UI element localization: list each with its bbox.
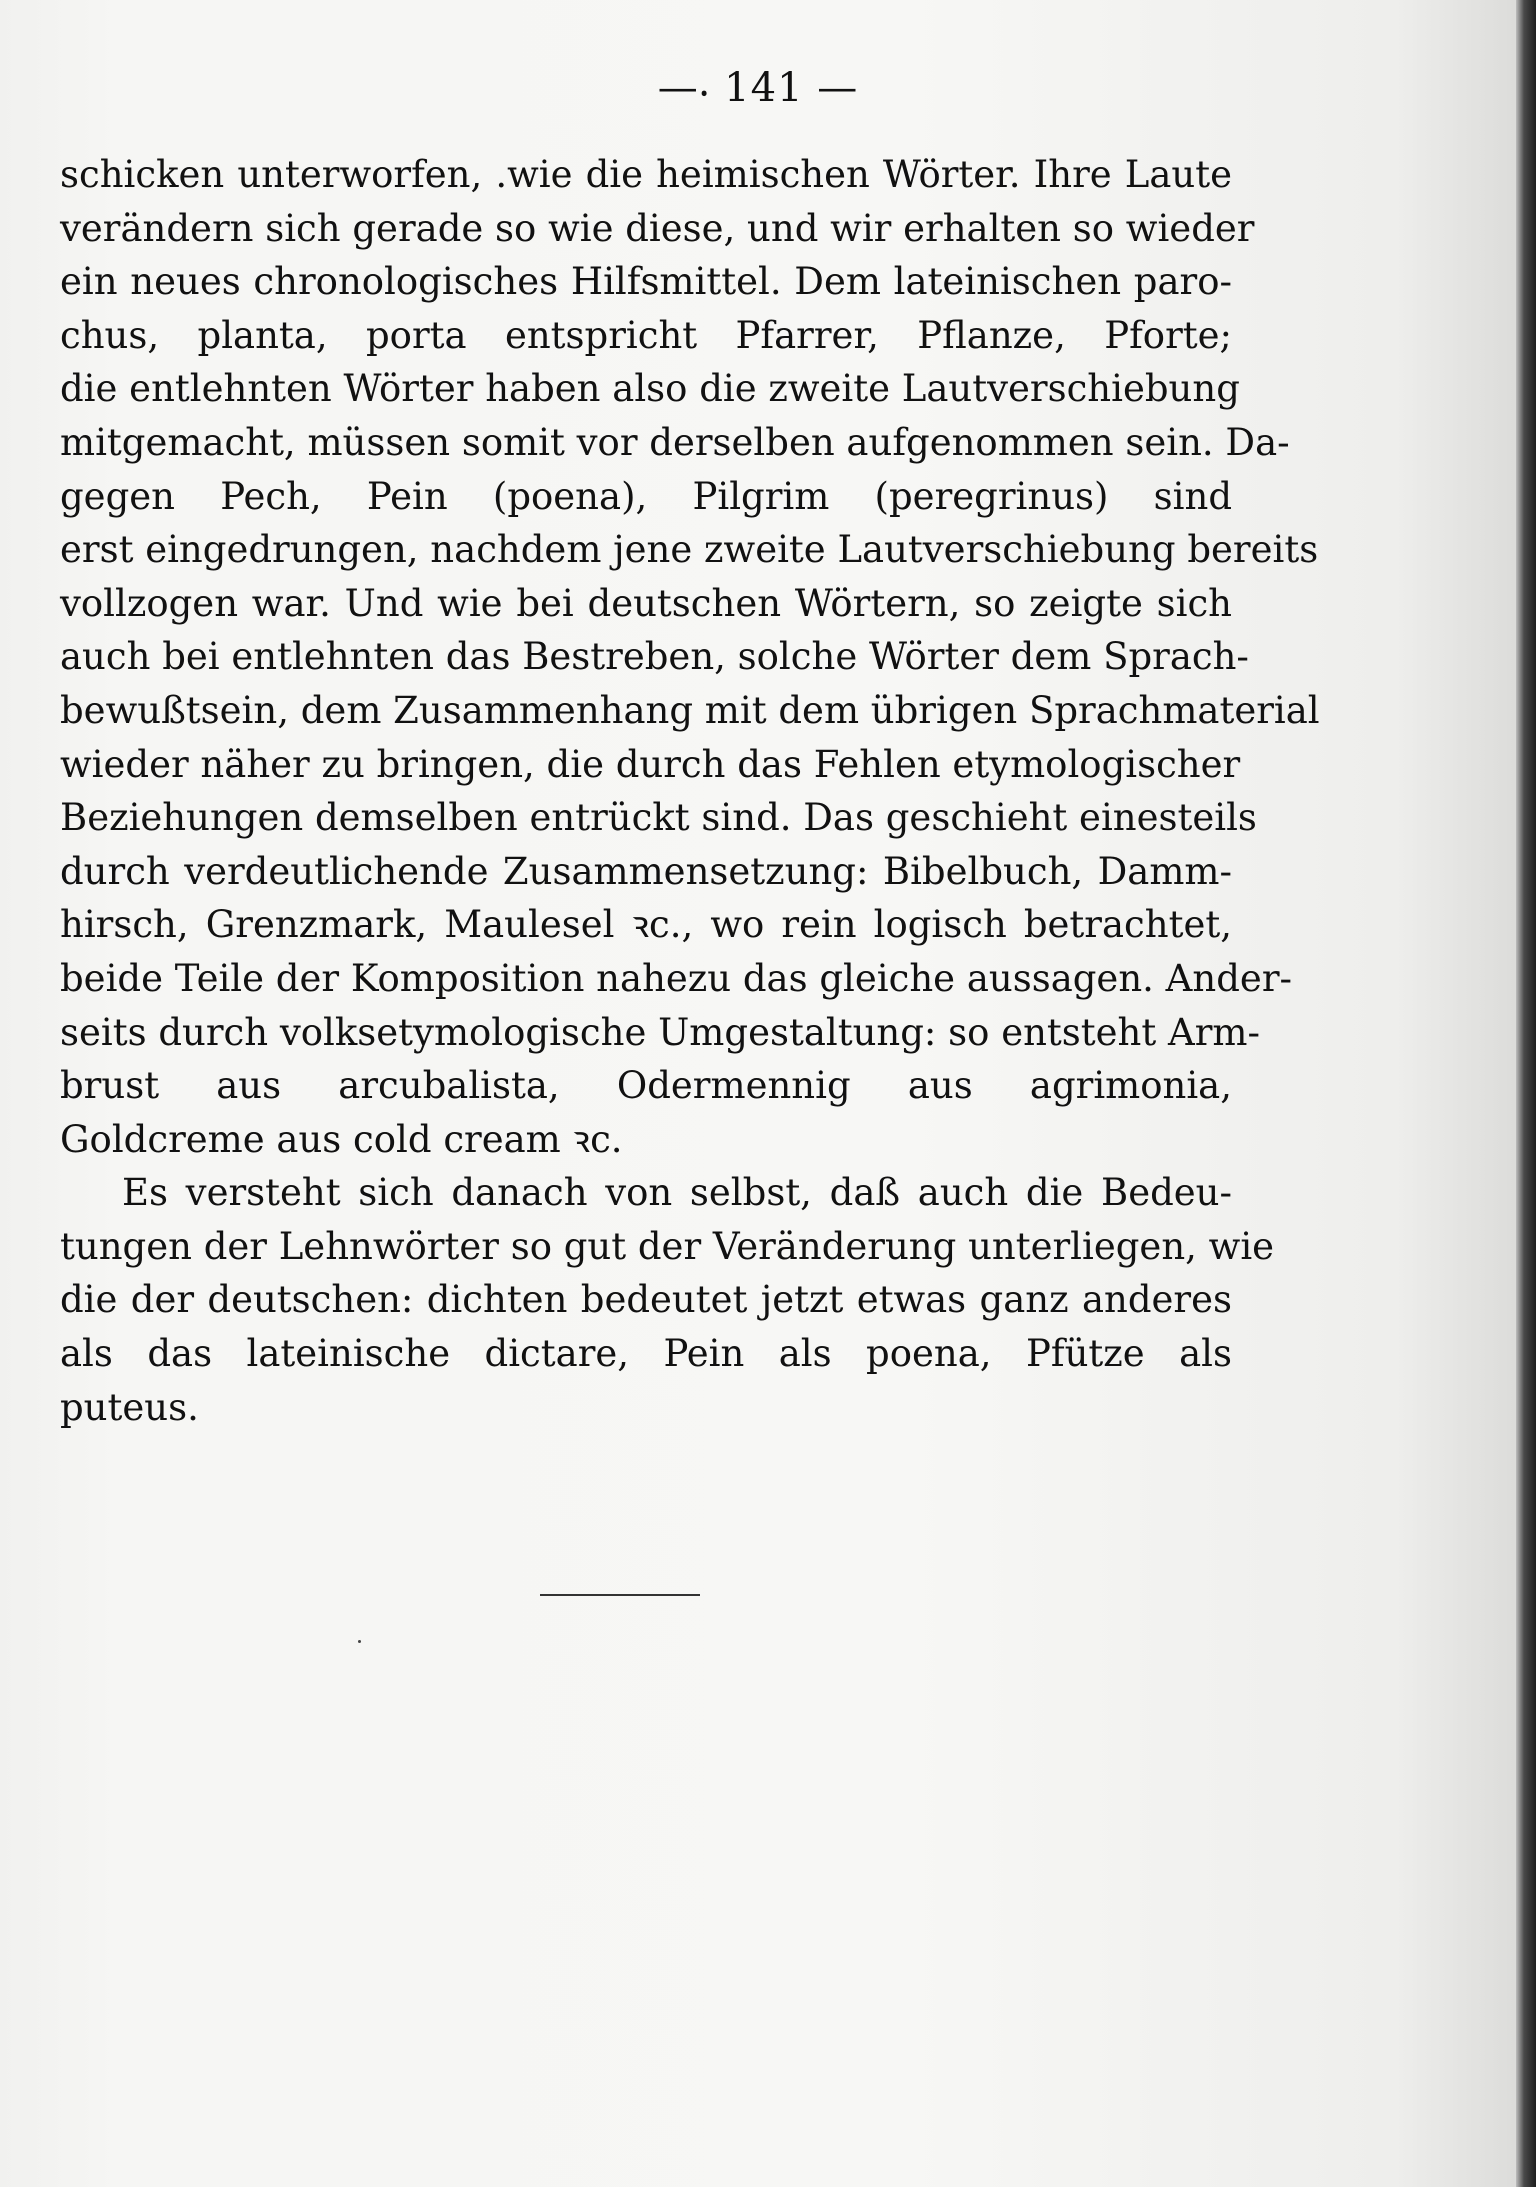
text-line: die entlehnten Wörter haben also die zweite Lautverschiebung (60, 367, 1240, 411)
text-line: mitgemacht, müssen somit vor derselben aufgenommen sein. Da- (60, 420, 1290, 464)
section-divider (540, 1594, 700, 1596)
text-line: bewußtsein, dem Zusammenhang mit dem übrigen Sprachmaterial (60, 688, 1320, 732)
body-text (60, 148, 1320, 1434)
text-line: erst eingedrungen, nachdem jene zweite Lautverschiebung bereits (60, 528, 1319, 572)
text-line: ein neues chronologisches Hilfsmittel. Dem lateinischen paro- (60, 260, 1232, 304)
page-number: —⸳ 141 — (657, 65, 859, 111)
text-line: seits durch volksetymologische Umgestaltung: so entsteht Arm- (60, 1010, 1260, 1054)
text-line: vollzogen war. Und wie bei deutschen Wörtern, so zeigte sich (60, 581, 1232, 625)
text-line: Beziehungen demselben entrückt sind. Das geschieht einesteils (60, 796, 1257, 840)
text-line: chus, planta, porta entspricht Pfarrer, Pflanze, Pforte; (60, 313, 1232, 357)
text-line: durch verdeutlichende Zusammensetzung: Bibelbuch, Damm- (60, 849, 1232, 893)
page-edge-shadow (1516, 0, 1536, 2187)
text-line: Es versteht sich danach von selbst, daß auch die Bedeu- (122, 1171, 1232, 1215)
text-line: auch bei entlehnten das Bestreben, solche Wörter dem Sprach- (60, 635, 1249, 679)
text-line: tungen der Lehnwörter so gut der Veränderung unterliegen, wie (60, 1224, 1275, 1268)
text-line: als das lateinische dictare, Pein als poena, Pfütze als (60, 1332, 1232, 1376)
text-line: beide Teile der Komposition nahezu das gleiche aussagen. Ander- (60, 956, 1293, 1000)
text-line: puteus. (60, 1385, 199, 1429)
text-line: wieder näher zu bringen, die durch das Fehlen etymologischer (60, 742, 1241, 786)
text-line: hirsch, Grenzmark, Maulesel ꝛc., wo rein logisch betrachtet, (60, 903, 1232, 947)
text-line: schicken unterworfen, .wie die heimischen Wörter. Ihre Laute (60, 153, 1232, 196)
text-line: die der deutschen: dichten bedeutet jetzt etwas ganz anderes (60, 1278, 1232, 1322)
text-line: gegen Pech, Pein (poena), Pilgrim (peregrinus) sind (60, 474, 1232, 518)
text-line: verändern sich gerade so wie diese, und wir erhalten so wieder (60, 206, 1255, 250)
ink-speck (358, 1640, 361, 1643)
text-line: brust aus arcubalista, Odermennig aus agrimonia, (60, 1064, 1232, 1108)
text-line: Goldcreme aus cold cream ꝛc. (60, 1117, 623, 1161)
